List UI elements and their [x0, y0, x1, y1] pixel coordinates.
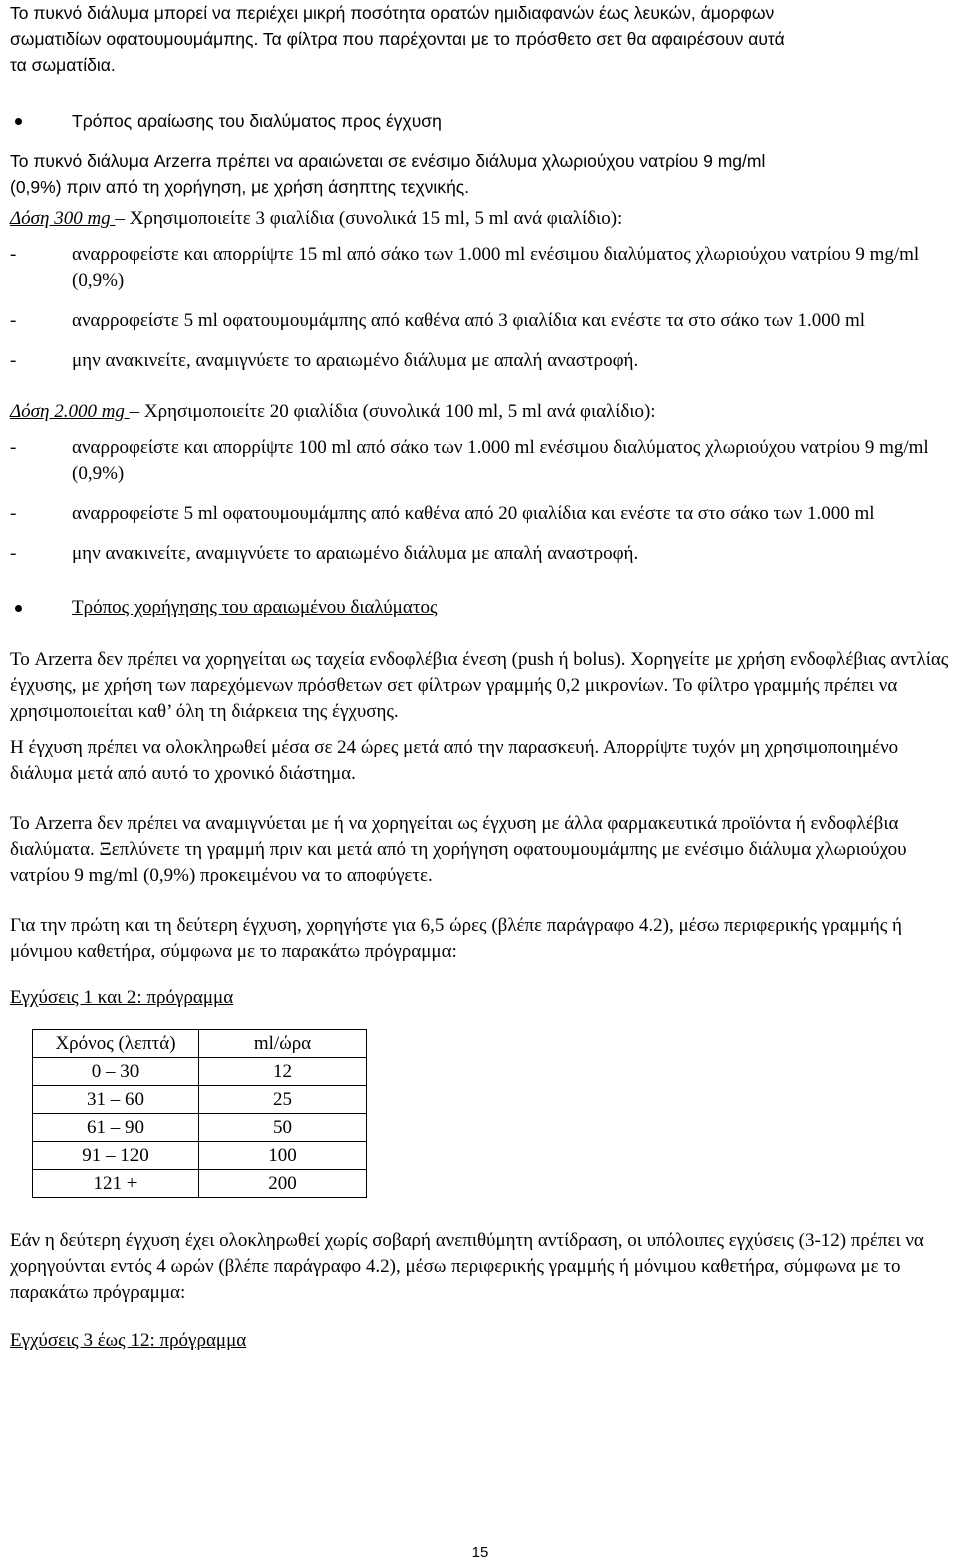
dose-2000-item-3: [10, 541, 955, 567]
dose-300-item-3-text: μην ανακινείτε, αναμιγνύετε το αραιωμένο διάλυμα με απαλή αναστροφή.: [72, 350, 639, 371]
dose-300-heading: [10, 206, 955, 232]
dilution-paragraph: [10, 148, 955, 200]
dash-marker: -: [10, 437, 17, 458]
dose-300-item-3: [10, 348, 955, 374]
table-row: [33, 1086, 367, 1114]
bullet-icon: [15, 605, 22, 612]
admin-paragraph-3: Το Arzerra δεν πρέπει να αναμιγνύεται με ή να χορηγείται ως έγχυση με άλλα φαρμακευτικά προϊόντα ή ενδοφλέβια διαλύματα. Ξεπλύνετε τη γραμμή πριν και μετά από τη χορήγηση οφατουμουμάμπης με ενέσιμο διάλυμα χλωριούχου νατρίου 9 mg/ml (0,9%) προκειμένου να το αποφύγετε.: [10, 813, 907, 886]
dose-2000-item-3-text: μην ανακινείτε, αναμιγνύετε το αραιωμένο διάλυμα με απαλή αναστροφή.: [72, 543, 639, 564]
dash-marker: -: [10, 350, 17, 371]
after-paragraph: Εάν η δεύτερη έγχυση έχει ολοκληρωθεί χωρίς σοβαρή ανεπιθύμητη αντίδραση, οι υπόλοιπες εγχύσεις (3-12) πρέπει να χορηγούνται εντός 4 ωρών (βλέπε παράγραφο 4.2), μέσω περιφερικής γραμμής ή μόνιμου καθετήρα, σύμφωνα με το παρακάτω πρόγραμμα:: [10, 1230, 924, 1303]
dose-300-text: – Χρησιμοποιείτε 3 φιαλίδια (συνολικά 15 ml, 5 ml ανά φιαλίδιο):: [115, 208, 623, 229]
header-rate: ml/ώρα: [199, 1030, 367, 1058]
dose-2000-item-1-text: αναρροφείστε και απορρίψτε 100 ml από σάκο των 1.000 ml ενέσιμου διαλύματος χλωριούχου νατρίου 9 mg/ml (0,9%): [72, 437, 929, 484]
dilution-heading: [10, 108, 955, 134]
dose-2000-item-1: [10, 435, 955, 487]
header-time: Χρόνος (λεπτά): [33, 1030, 199, 1058]
schedule-12-table: [32, 1029, 367, 1198]
intro-line-2: σωματιδίων οφατουμουμάμπης. Τα φίλτρα που παρέχονται με το πρόσθετο σετ θα αφαιρέσουν αυτά: [10, 29, 785, 49]
cell-rate: 50: [199, 1114, 367, 1142]
table-row: [33, 1114, 367, 1142]
cell-rate: 25: [199, 1086, 367, 1114]
dash-marker: -: [10, 310, 17, 331]
dose-300-section: [10, 206, 955, 374]
admin-heading-text: Τρόπος χορήγησης του αραιωμένου διαλύματος: [72, 597, 438, 618]
intro-paragraph: [10, 0, 955, 78]
intro-line-3: τα σωματίδια.: [10, 55, 116, 75]
admin-paragraph-1: Το Arzerra δεν πρέπει να χορηγείται ως ταχεία ενδοφλέβια ένεση (push ή bolus). Χορηγείτε με χρήση ενδοφλέβιας αντλίας έγχυσης, με χρήση των παρεχόμενων πρόσθετων σετ φίλτρων γραμμής 0,2 μικρονίων. Το φίλτρο γραμμής πρέπει να χρησιμοποιείται καθ’ όλη τη διάρκεια της έγχυσης.: [10, 649, 949, 722]
cell-rate: 200: [199, 1170, 367, 1198]
table-header-row: [33, 1030, 367, 1058]
table-row: [33, 1142, 367, 1170]
document-page: [10, 0, 955, 1354]
dose-300-item-1: [10, 242, 955, 294]
dose-300-item-2-text: αναρροφείστε 5 ml οφατουμουμάμπης από καθένα από 3 φιαλίδια και ενέστε τα στο σάκο των 1.000 ml: [72, 310, 866, 331]
bullet-icon: [15, 118, 22, 125]
dose-300-item-2: [10, 308, 955, 334]
intro-line-1: Το πυκνό διάλυμα μπορεί να περιέχει μικρή ποσότητα ορατών ημιδιαφανών έως λευκών, άμορφων: [10, 3, 775, 23]
dilution-line-1: Το πυκνό διάλυμα Arzerra πρέπει να αραιώνεται σε ενέσιμο διάλυμα χλωριούχου νατρίου 9 mg/ml: [10, 151, 766, 171]
dose-2000-item-2-text: αναρροφείστε 5 ml οφατουμουμάμπης από καθένα από 20 φιαλίδια και ενέστε τα στο σάκο των 1.000 ml: [72, 503, 875, 524]
dose-2000-heading: [10, 399, 955, 425]
admin-heading: [10, 595, 955, 621]
schedule-3-12-title: Εγχύσεις 3 έως 12: πρόγραμμα: [10, 1330, 247, 1351]
dilution-line-2: (0,9%) πριν από τη χορήγηση, με χρήση άσηπτης τεχνικής.: [10, 177, 470, 197]
admin-paragraph-4: Για την πρώτη και τη δεύτερη έγχυση, χορηγήστε για 6,5 ώρες (βλέπε παράγραφο 4.2), μέσω περιφερικής γραμμής ή μόνιμου καθετήρα, σύμφωνα με το παρακάτω πρόγραμμα:: [10, 915, 902, 962]
schedule-12-title: Εγχύσεις 1 και 2: πρόγραμμα: [10, 987, 234, 1008]
dose-2000-text: – Χρησιμοποιείτε 20 φιαλίδια (συνολικά 100 ml, 5 ml ανά φιαλίδιο):: [129, 401, 656, 422]
cell-time: 31 – 60: [33, 1086, 199, 1114]
page-number: 15: [471, 1544, 489, 1561]
admin-paragraph-2: Η έγχυση πρέπει να ολοκληρωθεί μέσα σε 24 ώρες μετά από την παρασκευή. Απορρίψτε τυχόν μη χρησιμοποιημένο διάλυμα μετά από αυτό το χρονικό διάστημα.: [10, 737, 899, 784]
admin-paragraphs: [10, 647, 955, 965]
dash-marker: -: [10, 244, 17, 265]
table-row: [33, 1170, 367, 1198]
dose-300-label: Δόση 300 mg: [10, 208, 116, 229]
cell-time: 61 – 90: [33, 1114, 199, 1142]
dose-2000-label: Δόση 2.000 mg: [10, 401, 130, 422]
dash-marker: -: [10, 503, 17, 524]
table-row: [33, 1058, 367, 1086]
cell-time: 91 – 120: [33, 1142, 199, 1170]
dose-2000-item-2: [10, 501, 955, 527]
dash-marker: -: [10, 543, 17, 564]
cell-time: 121 +: [33, 1170, 199, 1198]
dilution-heading-text: Τρόπος αραίωσης του διαλύματος προς έγχυση: [72, 111, 442, 131]
dose-300-item-1-text: αναρροφείστε και απορρίψτε 15 ml από σάκο των 1.000 ml ενέσιμου διαλύματος χλωριούχου νατρίου 9 mg/ml (0,9%): [72, 244, 920, 291]
cell-rate: 100: [199, 1142, 367, 1170]
dose-2000-section: [10, 399, 955, 567]
cell-rate: 12: [199, 1058, 367, 1086]
cell-time: 0 – 30: [33, 1058, 199, 1086]
